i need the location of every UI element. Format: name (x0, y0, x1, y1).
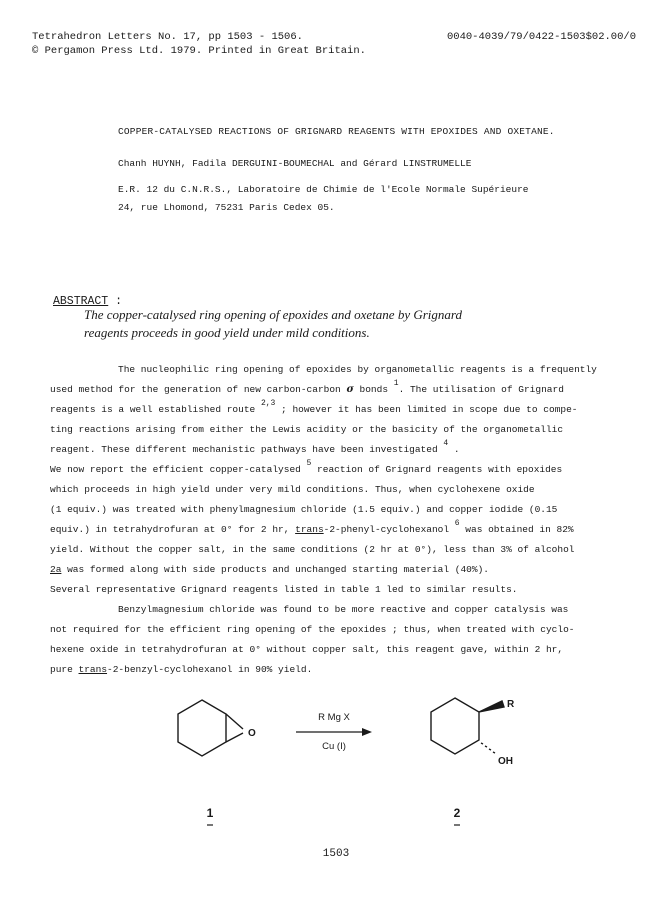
abstract-heading-colon: : (108, 295, 123, 308)
body-line (50, 440, 634, 460)
underlined-term: trans (78, 664, 108, 675)
reaction-scheme (0, 680, 672, 840)
abstract-text (84, 306, 554, 342)
affiliation-line-2: 24, rue Lhomond, 75231 Paris Cedex 05. (118, 202, 335, 213)
affiliation-line-1: E.R. 12 du C.N.R.S., Laboratoire de Chimie de l'Ecole Normale Supérieure (118, 184, 529, 195)
text-run: equiv.) in tetrahydrofuran at 0° for 2 hr, (50, 524, 296, 535)
publisher-line: © Pergamon Press Ltd. 1979. Printed in Great Britain. (32, 45, 366, 57)
reference-mark: 4 (443, 439, 449, 448)
wedge-bond (479, 701, 504, 712)
body-line (50, 520, 634, 540)
body-line (50, 380, 634, 400)
hash-bond (493, 752, 495, 753)
text-run: -2-phenyl-cyclohexanol (323, 524, 455, 535)
text-run: pure (50, 664, 79, 675)
text-run: We now report the efficient copper-catalysed (50, 464, 307, 475)
body-line (50, 660, 634, 680)
hash-bond (485, 746, 487, 747)
article-title: COPPER-CATALYSED REACTIONS OF GRIGNARD REAGENTS WITH EPOXIDES AND OXETANE. (118, 126, 555, 137)
text-run: bonds (353, 384, 394, 395)
text-run: was obtained in 82% (459, 524, 574, 535)
body-line (50, 460, 634, 480)
text-run: . (448, 444, 460, 455)
body-line: Benzylmagnesium chloride was found to be more reactive and copper catalysis was (118, 604, 569, 615)
hash-bond (481, 743, 483, 744)
reaction-arrow (296, 728, 372, 736)
underlined-term: trans (295, 524, 324, 535)
author-list: Chanh HUYNH, Fadila DERGUINI-BOUMECHAL and Gérard LINSTRUMELLE (118, 158, 472, 169)
text-run: -2-benzyl-cyclohexanol in 90% yield. (107, 664, 313, 675)
header-citation (32, 30, 366, 58)
compound-label-1: 1 (206, 806, 214, 820)
hash-bond (489, 749, 491, 750)
catalyst-label: Cu (I) (322, 741, 346, 752)
product-structure (431, 698, 504, 754)
body-line: ting reactions arising from either the Lewis acidity or the basicity of the organometallic (50, 424, 564, 435)
reference-mark: 1 (393, 379, 399, 388)
journal-line: Tetrahedron Letters No. 17, pp 1503 - 1506. (32, 31, 303, 43)
product-ring (431, 698, 479, 754)
hydroxyl-group: OH (498, 756, 513, 767)
text-run: . The utilisation of Grignard (398, 384, 564, 395)
epoxide-bond (226, 714, 243, 729)
article-code: 0040-4039/79/0422-1503$02.00/0 (446, 31, 636, 43)
body-line: hexene oxide in tetrahydrofuran at 0° without copper salt, this reagent gave, within 2 hr, (50, 644, 564, 655)
abstract-heading-text: ABSTRACT (53, 295, 109, 308)
text-run: ; however it has been limited in scope due to compe- (275, 404, 578, 415)
body-line: The nucleophilic ring opening of epoxides by organometallic reagents is a frequently (118, 364, 597, 375)
text-run: was formed along with side products and unchanged starting material (40%). (61, 564, 489, 575)
cyclohexene-oxide-structure (178, 700, 243, 756)
body-line: Several representative Grignard reagents listed in table 1 led to similar results. (50, 584, 518, 595)
sigma-symbol: σ (346, 384, 354, 395)
body-line: which proceeds in high yield under very mild conditions. Thus, when cyclohexene oxide (50, 484, 535, 495)
text-run: reaction of Grignard reagents with epoxides (311, 464, 563, 475)
body-line: (1 equiv.) was treated with phenylmagnesium chloride (1.5 equiv.) and copper iodide (0.15 (50, 504, 558, 515)
affiliation (118, 181, 528, 217)
reagent-label: R Mg X (318, 712, 350, 723)
reference-mark: 5 (306, 459, 312, 468)
body-line (50, 400, 634, 420)
reference-mark: 2,3 (260, 399, 276, 408)
r-substituent: R (507, 699, 515, 710)
text-run: reagent. These different mechanistic pathways have been investigated (50, 444, 444, 455)
abstract-line-2: reagents proceeds in good yield under mild conditions. (84, 325, 370, 340)
body-line (50, 560, 634, 580)
epoxide-bond (226, 733, 243, 742)
abstract-line-1: The copper-catalysed ring opening of epoxides and oxetane by Grignard (84, 307, 462, 322)
reactant-ring (178, 700, 226, 756)
text-run: used method for the generation of new carbon-carbon (50, 384, 347, 395)
compound-label-2: 2 (453, 806, 461, 820)
compound-ref: 2a (50, 564, 62, 575)
text-run: reagents is a well established route (50, 404, 261, 415)
reference-mark: 6 (454, 519, 460, 528)
page-number: 1503 (322, 848, 350, 860)
body-line: not required for the efficient ring opening of the epoxides ; thus, when treated with cyclo- (50, 624, 575, 635)
body-line: yield. Without the copper salt, in the same conditions (2 hr at 0°), less than 3% of alcohol (50, 544, 575, 555)
oxygen-atom: O (248, 728, 256, 739)
body-text (50, 360, 634, 680)
